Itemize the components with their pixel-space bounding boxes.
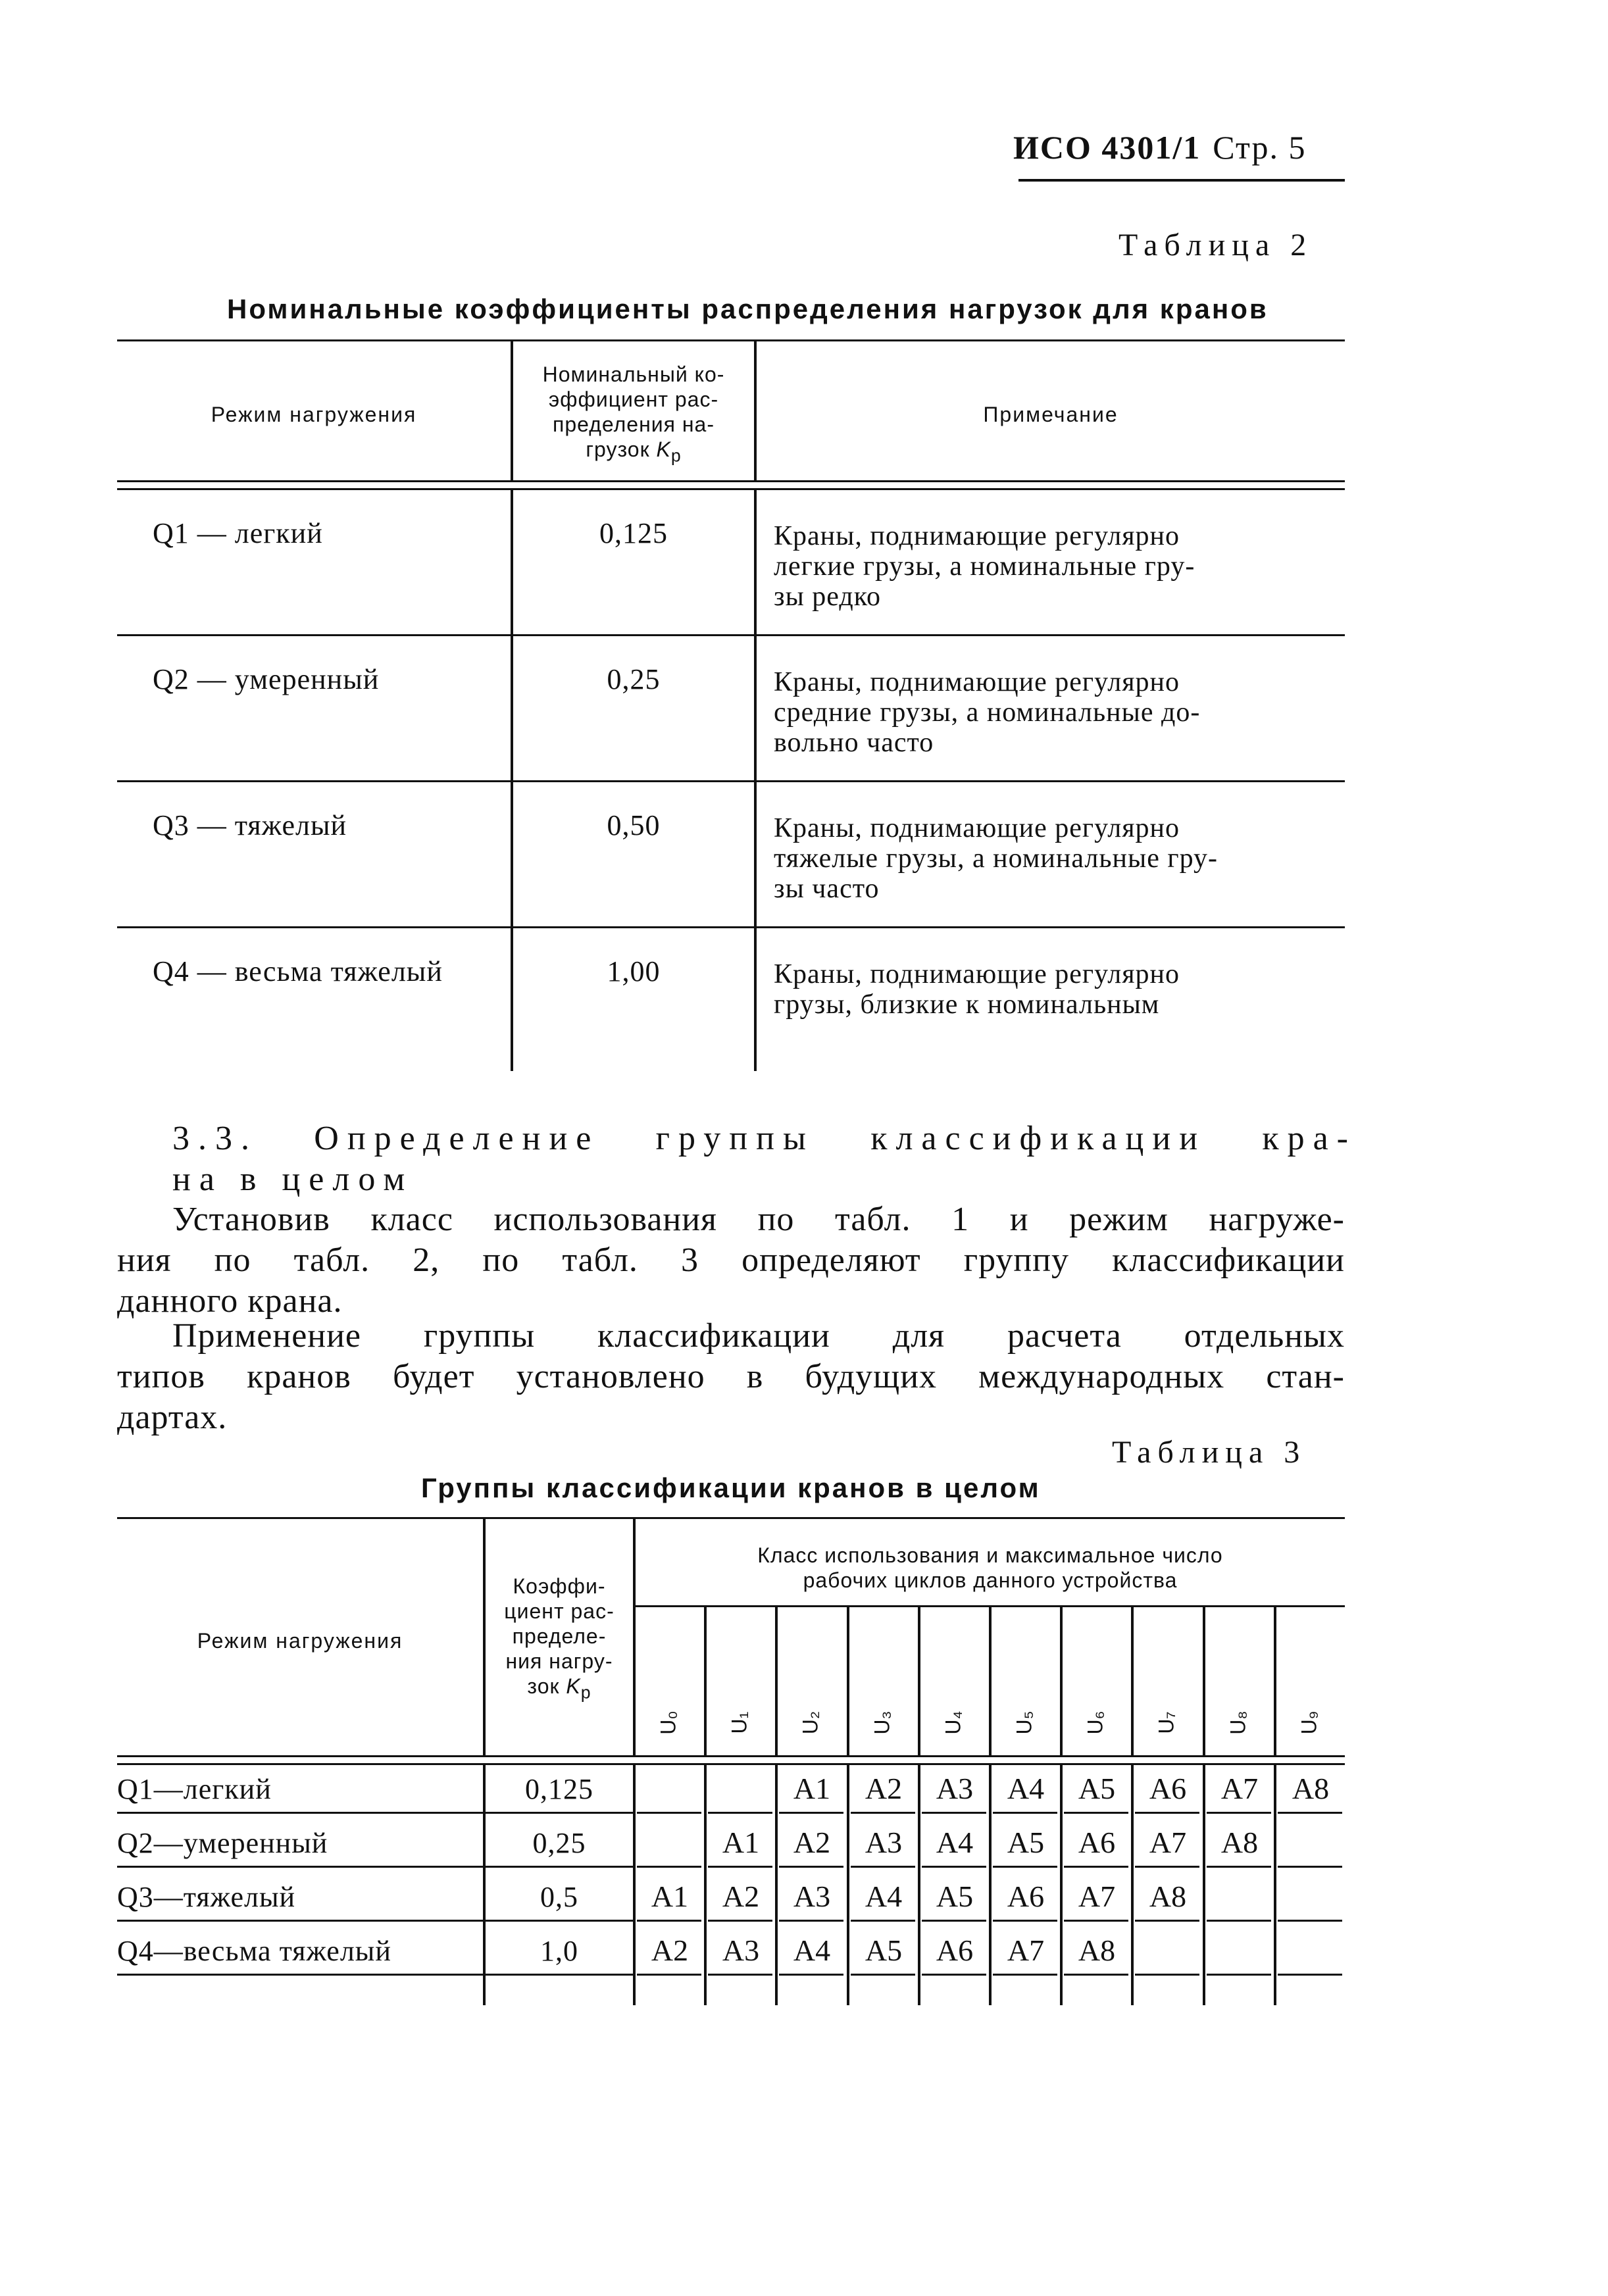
table3-cell-rule: [779, 1974, 843, 1976]
table3-vline: [704, 1605, 707, 1755]
table3-group-cell: A1: [722, 1826, 760, 1859]
table2-mode-q4: Q4 — весьма тяжелый: [153, 955, 443, 987]
table3-vline: [1274, 1605, 1276, 1755]
table3-group-header: Класс использования и максимальное число рабочих циклов данного устройства: [757, 1543, 1223, 1592]
table3-group-cell: A5: [1007, 1826, 1045, 1859]
table3-group-cell: A7: [1149, 1826, 1187, 1859]
table3-cell-rule: [708, 1866, 772, 1868]
table3-empty-rule: [637, 1866, 701, 1868]
table3-empty-rule: [1135, 1974, 1199, 1976]
table3-cell-rule: [1135, 1812, 1199, 1814]
table3-class-label: U₀: [656, 1710, 680, 1735]
table2-note-q2: Краны, поднимающие регулярно средние грузы, а номинальные до- вольно часто: [774, 667, 1201, 758]
table3-group-cell: A2: [865, 1772, 903, 1805]
table3-vline: [989, 1605, 992, 1755]
table3-vline: [847, 1605, 849, 1755]
table3-row-rule: [486, 1812, 633, 1814]
table3-class-label: U₅: [1012, 1710, 1036, 1735]
table3-row-rule: [486, 1974, 633, 1976]
table3-cell-rule: [922, 1920, 986, 1922]
table3-cell-rule: [637, 1920, 701, 1922]
table3-vline: [483, 1517, 486, 1755]
table3-class-label: U₇: [1154, 1711, 1178, 1734]
table3-group-cell: A7: [1220, 1772, 1259, 1805]
table3-group-cell: A3: [936, 1772, 974, 1805]
table3-cell-rule: [922, 1812, 986, 1814]
table3-group-cell: A2: [651, 1934, 689, 1967]
table3-group-cell: A8: [1078, 1934, 1116, 1967]
table3-group-cell: A4: [793, 1934, 831, 1967]
table3-cell-rule: [922, 1974, 986, 1976]
section-heading: 3.3. Определение группы классификации кра- на в целом: [172, 1120, 1357, 1198]
table2-kp-q2: 0,25: [607, 663, 661, 695]
section-paragraph-1: Установив класс использования по табл. 1 и режим нагруже- ния по табл. 2, по табл. 3 определяют группу классификации данного крана.: [117, 1201, 1345, 1320]
table2-col-note-header: Примечание: [983, 403, 1118, 426]
table3-row-rule: [486, 1920, 633, 1922]
table3-group-cell: A6: [1149, 1772, 1187, 1805]
table3-group-cell: A7: [1007, 1934, 1045, 1967]
table3-number: Таблица 3: [1112, 1435, 1307, 1470]
table3-group-cell: A5: [936, 1880, 974, 1913]
table3-cell-rule: [993, 1974, 1057, 1976]
table3-cell-rule: [779, 1866, 843, 1868]
table3-cell-rule: [851, 1920, 915, 1922]
table3-cell-rule: [779, 1812, 843, 1814]
table3-cell-rule: [1207, 1812, 1271, 1814]
table3-cell-rule: [1278, 1812, 1342, 1814]
table3-empty-rule: [708, 1812, 772, 1814]
table3-cell-rule: [637, 1974, 701, 1976]
table3-row-rule: [486, 1866, 633, 1868]
page-header: [1013, 128, 1306, 166]
table2-title: Номинальные коэффициенты распределения нагрузок для кранов: [227, 293, 1269, 324]
table3-empty-rule: [1207, 1920, 1271, 1922]
table3-group-cell: A5: [1078, 1772, 1116, 1805]
table3-class-label: U₂: [798, 1710, 822, 1735]
table3-group-cell: A1: [793, 1772, 831, 1805]
table3-group-cell: A6: [936, 1934, 974, 1967]
table2-kp-q1: 0,125: [599, 517, 668, 549]
table3-empty-rule: [1278, 1866, 1342, 1868]
table3-empty-rule: [637, 1812, 701, 1814]
table2-mode-q3: Q3 — тяжелый: [153, 809, 347, 841]
table2-kp-q3: 0,50: [607, 809, 661, 841]
table3-cell-rule: [1135, 1866, 1199, 1868]
table3-empty-rule: [1278, 1920, 1342, 1922]
table3-vline: [1131, 1605, 1134, 1755]
table2-mode-q1: Q1 — легкий: [153, 517, 323, 549]
table3-cell-rule: [851, 1974, 915, 1976]
table3-cell-rule: [708, 1920, 772, 1922]
table2-col-kp-header: Номинальный ко- эффициент рас- пределения на- грузок $K_р$: [542, 362, 725, 466]
table2-number: Таблица 2: [1118, 228, 1313, 262]
table3-class-label: U₄: [941, 1710, 965, 1735]
table3-row-mode: Q4—весьма тяжелый: [117, 1935, 391, 1967]
table3-row-rule: [117, 1866, 483, 1868]
table3-row-mode: Q1—легкий: [117, 1773, 272, 1805]
table3-group-cell: A4: [865, 1880, 903, 1913]
table3-group-cell: A3: [722, 1934, 760, 1967]
table3-row-kp: 1,0: [540, 1935, 578, 1967]
table3-group-cell: A2: [722, 1880, 760, 1913]
table3-cell-rule: [922, 1866, 986, 1868]
table3-vline: [775, 1605, 778, 1755]
table3-cell-rule: [1064, 1920, 1128, 1922]
table3-vline: [918, 1605, 920, 1755]
table3-group-cell: A8: [1292, 1772, 1330, 1805]
table3-empty-rule: [1207, 1974, 1271, 1976]
table3-row-kp: 0,25: [532, 1827, 586, 1859]
table3-class-label: U₉: [1297, 1710, 1321, 1735]
table3-cell-rule: [1064, 1812, 1128, 1814]
table3-class-label: U₆: [1083, 1710, 1107, 1735]
table3-row-rule: [117, 1974, 483, 1976]
page-number: Стр. 5: [1213, 129, 1307, 166]
document-code: ИСО 4301/1: [1013, 129, 1201, 166]
table3-row-rule: [117, 1812, 483, 1814]
table3-group-cell: A7: [1078, 1880, 1116, 1913]
table3-cell-rule: [993, 1920, 1057, 1922]
table3-group-cell: A6: [1078, 1826, 1116, 1859]
table3-vline: [633, 1517, 636, 1755]
table2-mode-q2: Q2 — умеренный: [153, 663, 380, 695]
table3-row-mode: Q2—умеренный: [117, 1827, 328, 1859]
table3-group-cell: A8: [1220, 1826, 1259, 1859]
table3-group-cell: A5: [865, 1934, 903, 1967]
table3-group-cell: A3: [793, 1880, 831, 1913]
table3-group-cell: A8: [1149, 1880, 1187, 1913]
table2-note-q1: Краны, поднимающие регулярно легкие грузы, а номинальные гру- зы редко: [774, 521, 1195, 612]
table3-col-mode-header: Режим нагружения: [197, 1629, 403, 1653]
table3-cell-rule: [993, 1866, 1057, 1868]
table3-group-cell: A1: [651, 1880, 689, 1913]
table3-group-cell: A6: [1007, 1880, 1045, 1913]
table3-class-label: U₈: [1226, 1710, 1250, 1735]
table2-note-q4: Краны, поднимающие регулярно грузы, близкие к номинальным: [774, 959, 1180, 1020]
table3-class-label: U₃: [870, 1710, 894, 1735]
table3-cell-rule: [1064, 1974, 1128, 1976]
section-paragraph-2: Применение группы классификации для расчета отдельных типов кранов будет установлено в будущих международных стан- дартах.: [117, 1317, 1345, 1436]
table3-cell-rule: [708, 1974, 772, 1976]
table3-col-kp-header: Коэффи- циент рас- пределе- ния нагру- зок $K_р$: [504, 1574, 615, 1703]
table3-group-cell: A3: [865, 1826, 903, 1859]
table3-cell-rule: [779, 1920, 843, 1922]
header-rule: [1018, 179, 1345, 182]
table3-vline: [1203, 1605, 1205, 1755]
table3-title: Группы классификации кранов в целом: [421, 1472, 1041, 1503]
table3-row-rule: [117, 1920, 483, 1922]
table3-cell-rule: [851, 1866, 915, 1868]
table2-kp-q4: 1,00: [607, 955, 661, 987]
table3-group-cell: A4: [936, 1826, 974, 1859]
table2-note-q3: Краны, поднимающие регулярно тяжелые грузы, а номинальные гру- зы часто: [774, 813, 1218, 904]
table2-col-mode-header: Режим нагружения: [211, 403, 417, 426]
table3-group-cell: A4: [1007, 1772, 1045, 1805]
table3-class-label: U₁: [727, 1711, 751, 1734]
table3-vline: [1060, 1605, 1063, 1755]
table3-cell-rule: [993, 1812, 1057, 1814]
table3-row-mode: Q3—тяжелый: [117, 1881, 296, 1913]
table3-group-cell: A2: [793, 1826, 831, 1859]
table3-cell-rule: [1207, 1866, 1271, 1868]
table3-cell-rule: [851, 1812, 915, 1814]
table3-row-kp: 0,5: [540, 1881, 578, 1913]
table3-empty-rule: [1278, 1974, 1342, 1976]
table3-cell-rule: [1135, 1920, 1199, 1922]
table3-row-kp: 0,125: [525, 1773, 593, 1805]
table3-cell-rule: [1064, 1866, 1128, 1868]
